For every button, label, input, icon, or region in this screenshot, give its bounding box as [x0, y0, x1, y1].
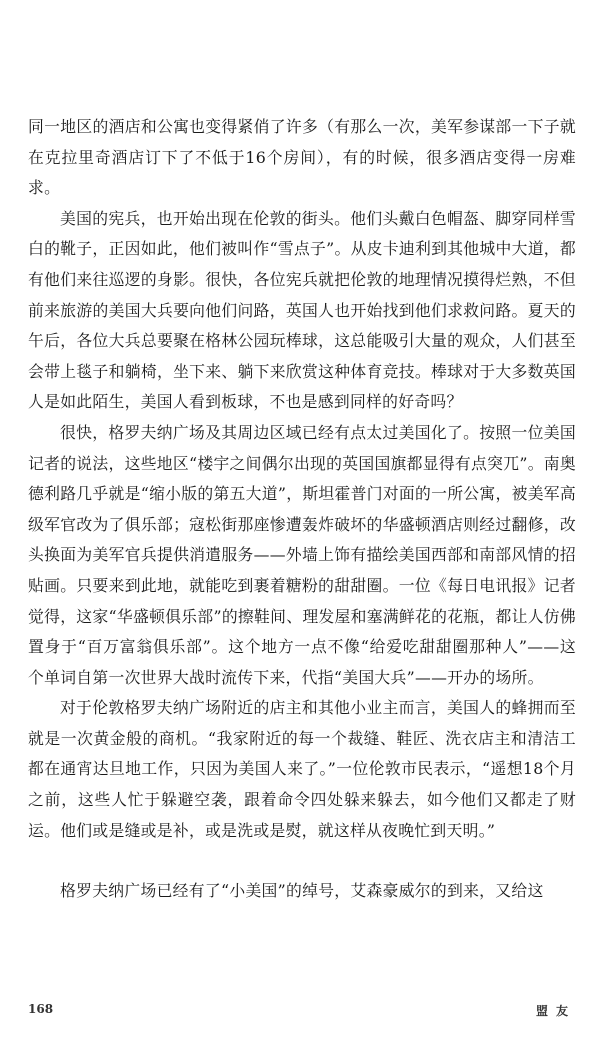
paragraph-little-america: 格罗夫纳广场已经有了“小美国”的绰号，艾森豪威尔的到来，又给这	[60, 881, 544, 901]
running-head: 盟友	[535, 1004, 576, 1018]
page-footer	[28, 1002, 576, 1022]
paragraph-military-police: 美国的宪兵，也开始出现在伦敦的街头。他们头戴白色帽盔、脚穿同样雪白的靴子，正因如此，他们被叫作“雪点子”。从皮卡迪利到其他城中大道，都有他们来往巡逻的身影。很快，各位宪兵就把伦敦的地理情况摸得烂熟，不但前来旅游的美国大兵要向他们问路，英国人也开始找到他们求救问路。夏天的午后，各位大兵总要聚在格林公园玩棒球，这总能吸引大量的观众，人们甚至会带上毯子和躺椅，坐下来、躺下来欣赏这种体育竞技。棒球对于大多数英国人是如此陌生，美国人看到板球，不也是感到同样的好奇吗？	[28, 208, 576, 412]
page-number: 168	[28, 1002, 54, 1016]
paragraph-continued: 同一地区的酒店和公寓也变得紧俏了许多（有那么一次，美军参谋部一下子就在克拉里奇酒店订下了不低于16个房间），有的时候，很多酒店变得一房难求。	[28, 117, 576, 198]
body-text	[28, 112, 576, 907]
paragraph-grosvenor-square: 很快，格罗夫纳广场及其周边区域已经有点太过美国化了。按照一位美国记者的说法，这些地区“楼宇之间偶尔出现的英国国旗都显得有点突兀”。南奥德利路几乎就是“缩小版的第五大道”，斯坦霍普门对面的一所公寓，被美军高级军官改为了俱乐部；寇松街那座惨遭轰炸破坏的华盛顿酒店则经过翻修，改头换面为美军官兵提供消遣服务——外墙上饰有描绘美国西部和南部风情的招贴画。只要来到此地，就能吃到裹着糖粉的甜甜圈。一位《每日电讯报》记者觉得，这家“华盛顿俱乐部”的擦鞋间、理发屋和塞满鲜花的花瓶，都让人仿佛置身于“百万富翁俱乐部”。这个地方一点不像“给爱吃甜甜圈那种人”——这个单词自第一次世界大战时流传下来，代指“美国大兵”——开办的场所。	[28, 422, 576, 687]
paragraph-shopkeepers: 对于伦敦格罗夫纳广场附近的店主和其他小业主而言，美国人的蜂拥而至就是一次黄金般的商机。“我家附近的每一个裁缝、鞋匠、洗衣店主和清洁工都在通宵达旦地工作，只因为美国人来了。”一位伦敦市民表示，“遥想18个月之前，这些人忙于躲避空袭，跟着命令四处躲来躲去，如今他们又都走了财运。他们或是缝或是补，或是洗或是熨，就这样从夜晚忙到天明。”	[28, 698, 576, 840]
